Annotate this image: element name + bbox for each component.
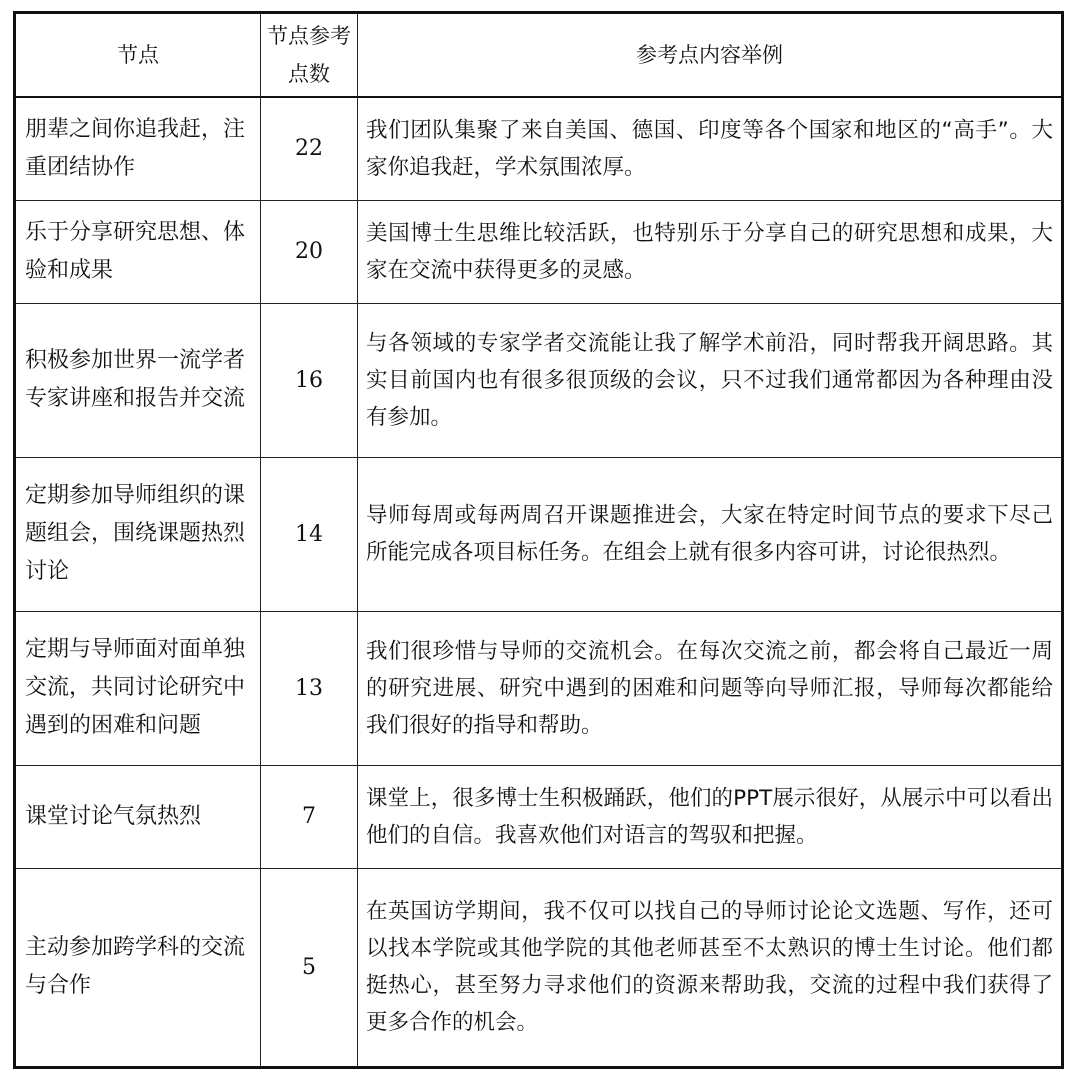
header-count-label: 节点参考点数 (267, 24, 351, 86)
row-count: 20 (261, 200, 358, 303)
row-example: 我们很珍惜与导师的交流机会。在每次交流之前，都会将自己最近一周的研究进展、研究中遇到的困难和问题等向导师汇报，导师每次都能给我们很好的指导和帮助。 (358, 611, 1063, 765)
table-row (15, 765, 1063, 868)
table-row (15, 97, 1063, 200)
row-example: 美国博士生思维比较活跃，也特别乐于分享自己的研究思想和成果，大家在交流中获得更多的灵感。 (358, 200, 1063, 303)
header-count (261, 13, 358, 98)
row-node: 乐于分享研究思想、体验和成果 (15, 200, 261, 303)
row-count: 7 (261, 765, 358, 868)
reference-points-table (13, 11, 1064, 1069)
row-count: 13 (261, 611, 358, 765)
row-example: 课堂上，很多博士生积极踊跃，他们的PPT展示很好，从展示中可以看出他们的自信。我喜欢他们对语言的驾驭和把握。 (358, 765, 1063, 868)
row-node: 朋辈之间你追我赶，注重团结协作 (15, 97, 261, 200)
table-row (15, 611, 1063, 765)
header-example: 参考点内容举例 (358, 13, 1063, 98)
table-row (15, 457, 1063, 611)
row-node: 主动参加跨学科的交流与合作 (15, 868, 261, 1067)
row-example: 在英国访学期间，我不仅可以找自己的导师讨论论文选题、写作，还可以找本学院或其他学院的其他老师甚至不太熟识的博士生讨论。他们都挺热心，甚至努力寻求他们的资源来帮助我，交流的过程中我们获得了更多合作的机会。 (358, 868, 1063, 1067)
row-count: 22 (261, 97, 358, 200)
table-row (15, 868, 1063, 1067)
row-count: 14 (261, 457, 358, 611)
row-count: 5 (261, 868, 358, 1067)
table-header-row (15, 13, 1063, 98)
row-example: 我们团队集聚了来自美国、德国、印度等各个国家和地区的“高手”。大家你追我赶，学术氛围浓厚。 (358, 97, 1063, 200)
table-row (15, 200, 1063, 303)
table-row (15, 303, 1063, 457)
row-node: 定期与导师面对面单独交流，共同讨论研究中遇到的困难和问题 (15, 611, 261, 765)
row-node: 积极参加世界一流学者专家讲座和报告并交流 (15, 303, 261, 457)
row-node: 定期参加导师组织的课题组会，围绕课题热烈讨论 (15, 457, 261, 611)
header-node: 节点 (15, 13, 261, 98)
row-example: 与各领域的专家学者交流能让我了解学术前沿，同时帮我开阔思路。其实目前国内也有很多很顶级的会议，只不过我们通常都因为各种理由没有参加。 (358, 303, 1063, 457)
row-example: 导师每周或每两周召开课题推进会，大家在特定时间节点的要求下尽己所能完成各项目标任务。在组会上就有很多内容可讲，讨论很热烈。 (358, 457, 1063, 611)
row-node: 课堂讨论气氛热烈 (15, 765, 261, 868)
row-count: 16 (261, 303, 358, 457)
